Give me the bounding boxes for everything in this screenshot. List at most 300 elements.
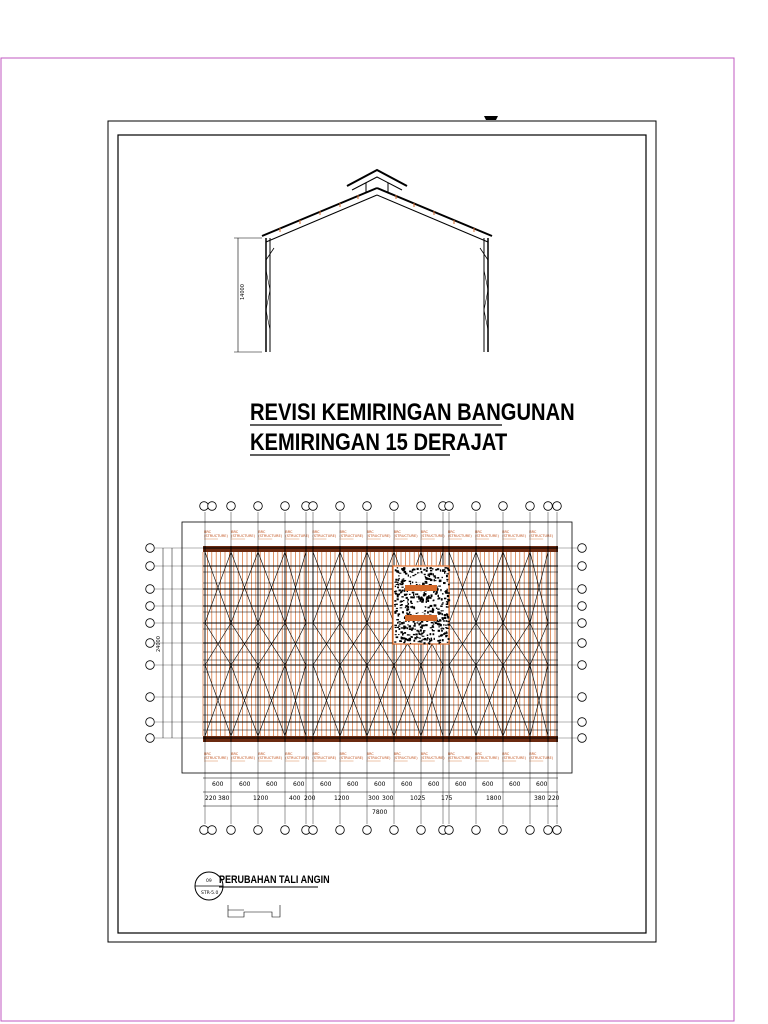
grid-bubble-right [578, 619, 587, 628]
hatch-speck [413, 596, 414, 598]
grid-bubble-bottom [445, 826, 454, 835]
hatch-speck [437, 608, 440, 609]
grid-bubble-top [336, 502, 345, 511]
side-overall-dim: 24000 [156, 636, 162, 652]
hatch-speck [443, 633, 445, 635]
hatch-speck [447, 616, 449, 618]
hatch-speck [397, 598, 399, 600]
hatch-speck [438, 626, 439, 627]
dim-detail-label: 1200 [253, 795, 269, 802]
hatch-speck [401, 604, 403, 605]
dim-segment-label: 600 [509, 781, 521, 788]
grid-bubble-right [578, 544, 587, 553]
caption-block [195, 872, 330, 917]
hatch-speck [398, 614, 400, 616]
hatch-speck [441, 604, 443, 605]
grid-bubble-bottom [200, 826, 209, 835]
grid-bubble-bottom [499, 826, 508, 835]
hatch-speck [417, 568, 419, 570]
member-tag-sub: (STRUCTURE) [258, 534, 283, 538]
hatch-speck [404, 640, 406, 642]
hatch-speck [402, 612, 403, 613]
hatch-speck [445, 635, 447, 637]
grid-bubble-left [146, 602, 155, 611]
dim-detail-label: 220 [548, 795, 560, 802]
hatch-speck [420, 626, 422, 628]
hatch-speck [442, 569, 444, 571]
hatch-speck [444, 591, 446, 592]
hatch-speck [412, 575, 414, 576]
hatch-speck [415, 594, 417, 596]
hatch-speck [430, 605, 432, 606]
hatch-speck [445, 627, 447, 628]
hatch-speck [404, 632, 406, 634]
hatch-speck [422, 583, 425, 585]
hatch-speck [402, 583, 404, 584]
grid-bubble-left [146, 585, 155, 594]
hatch-speck [447, 568, 449, 570]
member-tag-sub: (STRUCTURE) [258, 756, 283, 760]
hatch-speck [443, 624, 444, 625]
hatch-speck [440, 569, 441, 571]
scale-bar [228, 905, 280, 917]
hatch-speck [437, 568, 439, 570]
hatch-speck [396, 636, 399, 638]
member-tag: BRC [285, 752, 293, 756]
hatch-speck [447, 624, 450, 626]
hatch-speck [416, 622, 418, 623]
hatch-speck [414, 623, 416, 625]
hatch-speck [399, 593, 400, 595]
hatch-speck [426, 567, 427, 569]
hatch-speck [440, 605, 442, 607]
hatch-speck [421, 601, 424, 603]
hatch-speck [443, 628, 444, 630]
member-tag: BRC [393, 752, 401, 756]
member-tag: BRC [529, 530, 537, 534]
grid-bubble-left [146, 544, 155, 553]
hatch-speck [416, 636, 417, 638]
hatch-speck [410, 601, 412, 603]
member-tag: BRC [420, 752, 428, 756]
grid-bubble-top [281, 502, 290, 511]
hatch-speck [401, 587, 403, 588]
grid-bubble-right [578, 639, 587, 648]
member-tag: BRC [258, 530, 266, 534]
hatch-speck [406, 597, 408, 599]
hatch-speck [430, 633, 432, 634]
hatch-speck [438, 630, 440, 632]
hatch-speck [405, 607, 407, 608]
grid-bubble-top [363, 502, 372, 511]
grid-bubble-top [472, 502, 481, 511]
member-tag-sub: (STRUCTURE) [420, 756, 445, 760]
hatch-speck [394, 611, 396, 613]
member-tag-sub: (STRUCTURE) [366, 534, 391, 538]
dim-segment-label: 600 [239, 781, 251, 788]
member-tag-sub: (STRUCTURE) [204, 756, 228, 760]
member-tag: BRC [475, 752, 483, 756]
hatch-speck [429, 643, 430, 645]
grid-bubble-top [309, 502, 318, 511]
hatch-speck [395, 630, 397, 632]
hatch-speck [440, 589, 441, 591]
opening-beam [405, 615, 437, 621]
hatch-speck [425, 624, 428, 626]
hatch-speck [426, 570, 428, 572]
hatch-speck [405, 621, 407, 622]
grid-bubble-left [146, 661, 155, 670]
dim-detail-label: 1025 [410, 795, 426, 802]
hatch-speck [446, 601, 449, 602]
hatch-speck [436, 608, 437, 609]
hatch-speck [407, 601, 408, 602]
page-border [1, 58, 734, 1021]
hatch-speck [447, 621, 449, 622]
hatch-speck [447, 606, 449, 607]
hatch-speck [409, 639, 411, 640]
dim-segment-label: 600 [293, 781, 305, 788]
roof-section [234, 170, 492, 352]
hatch-speck [433, 600, 435, 602]
grid-bubble-top [227, 502, 236, 511]
dim-detail-label: 380 [218, 795, 230, 802]
hatch-speck [398, 621, 400, 622]
hatch-speck [400, 584, 401, 585]
hatch-speck [394, 600, 396, 602]
member-tag: BRC [231, 530, 239, 534]
member-tag: BRC [285, 530, 293, 534]
hatch-speck [412, 606, 413, 608]
hatch-speck [426, 597, 429, 599]
member-tag: BRC [447, 752, 456, 756]
member-tag-sub: (STRUCTURE) [285, 534, 310, 538]
grid-bubble-bottom [390, 826, 399, 835]
hatch-speck [416, 596, 417, 597]
hatch-speck [433, 621, 435, 622]
hatch-speck [441, 630, 443, 632]
hatch-speck [398, 634, 399, 635]
member-tag-sub: (STRUCTURE) [339, 534, 364, 538]
hatch-speck [407, 599, 409, 601]
member-tag-sub: (STRUCTURE) [447, 534, 472, 538]
hatch-speck [431, 622, 434, 623]
hatch-speck [394, 613, 396, 614]
hatch-speck [444, 571, 446, 572]
dim-detail-label: 300 [368, 795, 380, 802]
member-tag: BRC [204, 530, 212, 534]
dim-detail-label: 400 [289, 795, 301, 802]
hatch-speck [438, 585, 441, 586]
hatch-speck [395, 604, 397, 605]
hatch-speck [434, 638, 435, 640]
hatch-speck [411, 627, 413, 629]
member-tag: BRC [339, 752, 347, 756]
grid-bubble-top [417, 502, 426, 511]
hatch-speck [403, 578, 405, 579]
grid-bubble-bottom [309, 826, 318, 835]
grid-bubble-right [578, 585, 587, 594]
hatch-speck [430, 579, 432, 581]
grid-bubble-bottom [208, 826, 217, 835]
member-tag: BRC [231, 752, 239, 756]
grid-bubble-top [208, 502, 217, 511]
hatch-speck [427, 600, 429, 602]
hatch-speck [419, 638, 421, 639]
grid-bubble-bottom [553, 826, 562, 835]
hatch-speck [420, 622, 422, 624]
grid-bubble-right [578, 734, 587, 743]
hatch-speck [446, 603, 448, 605]
opening-hatch [393, 566, 450, 645]
grid-bubble-left [146, 639, 155, 648]
hatch-speck [411, 571, 413, 572]
hatch-speck [395, 579, 397, 581]
hatch-speck [398, 579, 399, 581]
hatch-speck [446, 631, 447, 632]
hatch-speck [430, 573, 432, 575]
hatch-speck [412, 592, 415, 594]
hatch-speck [435, 577, 437, 579]
dim-detail-label: 220 [205, 795, 217, 802]
hatch-speck [448, 584, 450, 586]
hatch-speck [433, 633, 435, 635]
hatch-speck [444, 614, 446, 616]
grid-bubble-bottom [227, 826, 236, 835]
hatch-speck [416, 584, 418, 585]
hatch-speck [421, 597, 423, 599]
grid-bubble-bottom [526, 826, 535, 835]
caption-title: PERUBAHAN TALI ANGIN [219, 874, 330, 887]
hatch-speck [437, 611, 439, 613]
hatch-speck [395, 634, 397, 635]
dim-detail-label: 1800 [486, 795, 502, 802]
hatch-speck [426, 638, 427, 640]
hatch-speck [444, 569, 446, 570]
member-tag: BRC [366, 530, 374, 534]
grid-bubble-left [146, 693, 155, 702]
hatch-speck [394, 625, 397, 627]
hatch-speck [394, 605, 396, 606]
member-tag-sub: (STRUCTURE) [393, 534, 418, 538]
hatch-speck [422, 636, 425, 637]
member-tag: BRC [475, 530, 483, 534]
hatch-speck [415, 633, 417, 635]
hatch-speck [413, 634, 415, 635]
hatch-speck [423, 625, 425, 627]
hatch-speck [398, 625, 400, 626]
dim-segment-label: 600 [320, 781, 332, 788]
section-height-label: 14000 [240, 284, 246, 300]
eave-beam-bottom [203, 736, 558, 742]
hatch-speck [437, 621, 439, 622]
dim-detail-label: 380 [534, 795, 546, 802]
overall-dim-label: 7800 [372, 809, 388, 816]
hatch-speck [421, 633, 423, 634]
hatch-speck [409, 625, 411, 627]
hatch-speck [418, 597, 420, 599]
hatch-speck [444, 567, 446, 568]
hatch-speck [406, 608, 408, 610]
hatch-speck [403, 580, 406, 582]
hatch-speck [410, 576, 411, 577]
grid-bubble-bottom [472, 826, 481, 835]
dim-segment-label: 600 [455, 781, 467, 788]
hatch-speck [407, 591, 408, 592]
grid-bubble-left [146, 734, 155, 743]
grid-bubble-bottom [254, 826, 263, 835]
hatch-speck [410, 596, 413, 598]
hatch-speck [399, 589, 401, 591]
hatch-speck [445, 624, 446, 625]
hatch-speck [432, 629, 433, 630]
hatch-speck [439, 642, 440, 644]
hatch-speck [447, 599, 449, 600]
hatch-speck [400, 607, 403, 608]
hatch-speck [446, 606, 447, 608]
hatch-speck [441, 610, 443, 611]
hatch-speck [413, 640, 415, 642]
member-tag-sub: (STRUCTURE) [447, 756, 472, 760]
hatch-speck [430, 627, 432, 628]
hatch-speck [399, 573, 401, 574]
hatch-speck [412, 603, 413, 604]
hatch-speck [442, 577, 443, 578]
opening-beam [405, 585, 437, 591]
hatch-speck [411, 637, 412, 638]
member-tag: BRC [258, 752, 266, 756]
hatch-speck [441, 628, 443, 629]
dim-detail-label: 1200 [334, 795, 350, 802]
hatch-speck [401, 596, 403, 597]
member-tag-sub: (STRUCTURE) [475, 756, 499, 760]
hatch-speck [425, 610, 426, 612]
hatch-speck [437, 640, 440, 642]
hatch-speck [421, 627, 422, 629]
hatch-speck [432, 568, 433, 569]
hatch-speck [418, 633, 420, 634]
member-tag: BRC [312, 530, 320, 534]
grid-bubble-top [445, 502, 454, 511]
hatch-speck [442, 613, 443, 615]
hatch-speck [394, 641, 396, 642]
opening-void [415, 573, 425, 583]
hatch-speck [410, 583, 411, 585]
hatch-speck [396, 584, 399, 585]
dim-segment-label: 600 [266, 781, 278, 788]
grid-bubble-left [146, 562, 155, 571]
hatch-speck [401, 636, 403, 638]
member-tag-sub: (STRUCTURE) [285, 756, 310, 760]
member-tag-sub: (STRUCTURE) [393, 756, 418, 760]
hatch-speck [442, 602, 444, 603]
hatch-speck [418, 641, 421, 642]
member-tag: BRC [529, 752, 537, 756]
hatch-speck [427, 578, 428, 579]
hatch-speck [437, 623, 439, 625]
hatch-speck [420, 629, 422, 631]
hatch-speck [405, 573, 407, 575]
member-tag-sub: (STRUCTURE) [502, 756, 526, 760]
hatch-speck [409, 594, 411, 595]
hatch-speck [441, 598, 442, 600]
caption-ref-bottom: STR-5.0 [201, 891, 219, 896]
dim-segment-label: 600 [347, 781, 359, 788]
hatch-speck [396, 627, 399, 628]
grid-bubble-top [499, 502, 508, 511]
hatch-speck [416, 613, 418, 614]
hatch-speck [410, 643, 411, 644]
hatch-speck [406, 612, 407, 614]
hatch-speck [401, 622, 403, 624]
hatch-speck [412, 582, 413, 584]
hatch-speck [427, 611, 429, 613]
hatch-speck [408, 575, 409, 577]
member-tag-sub: (STRUCTURE) [475, 534, 499, 538]
hatch-speck [420, 568, 421, 570]
dim-segment-label: 600 [401, 781, 413, 788]
hatch-speck [426, 601, 427, 603]
member-tag-sub: (STRUCTURE) [420, 534, 445, 538]
hatch-speck [423, 594, 425, 596]
grid-bubble-top [254, 502, 263, 511]
hatch-speck [424, 638, 426, 640]
hatch-speck [429, 575, 430, 577]
hatch-speck [421, 640, 422, 641]
grid-bubble-bottom [544, 826, 553, 835]
hatch-speck [427, 635, 429, 636]
hatch-speck [403, 622, 404, 624]
hatch-speck [399, 623, 401, 624]
grid-bubble-right [578, 661, 587, 670]
hatch-speck [404, 567, 405, 569]
member-tag-sub: (STRUCTURE) [312, 756, 337, 760]
hatch-speck [424, 613, 426, 614]
hatch-speck [425, 582, 427, 584]
dim-segment-label: 600 [212, 781, 224, 788]
hatch-speck [438, 636, 439, 638]
hatch-speck [444, 598, 446, 600]
member-tag: BRC [339, 530, 347, 534]
hatch-speck [404, 626, 406, 628]
member-tag-sub: (STRUCTURE) [204, 534, 228, 538]
hatch-speck [400, 600, 402, 602]
hatch-speck [441, 634, 443, 636]
grid-bubble-right [578, 562, 587, 571]
hatch-speck [447, 642, 449, 643]
dim-segment-label: 600 [482, 781, 494, 788]
dim-detail-label: 300 [382, 795, 394, 802]
dim-segment-label: 600 [536, 781, 548, 788]
hatch-speck [409, 628, 411, 630]
member-tag: BRC [420, 530, 428, 534]
hatch-speck [435, 569, 437, 571]
grid-bubble-top [390, 502, 399, 511]
hatch-speck [407, 604, 408, 605]
member-tag-sub: (STRUCTURE) [502, 534, 526, 538]
hatch-speck [443, 620, 445, 621]
grid-bubble-top [544, 502, 553, 511]
hatch-speck [447, 589, 448, 590]
hatch-speck [399, 628, 401, 630]
sheet-outer-frame [108, 121, 656, 942]
hatch-speck [442, 639, 444, 641]
hatch-speck [423, 642, 425, 644]
hatch-speck [413, 569, 416, 571]
hatch-speck [395, 586, 396, 587]
dim-segment-label: 600 [428, 781, 440, 788]
grid-bubble-left [146, 619, 155, 628]
